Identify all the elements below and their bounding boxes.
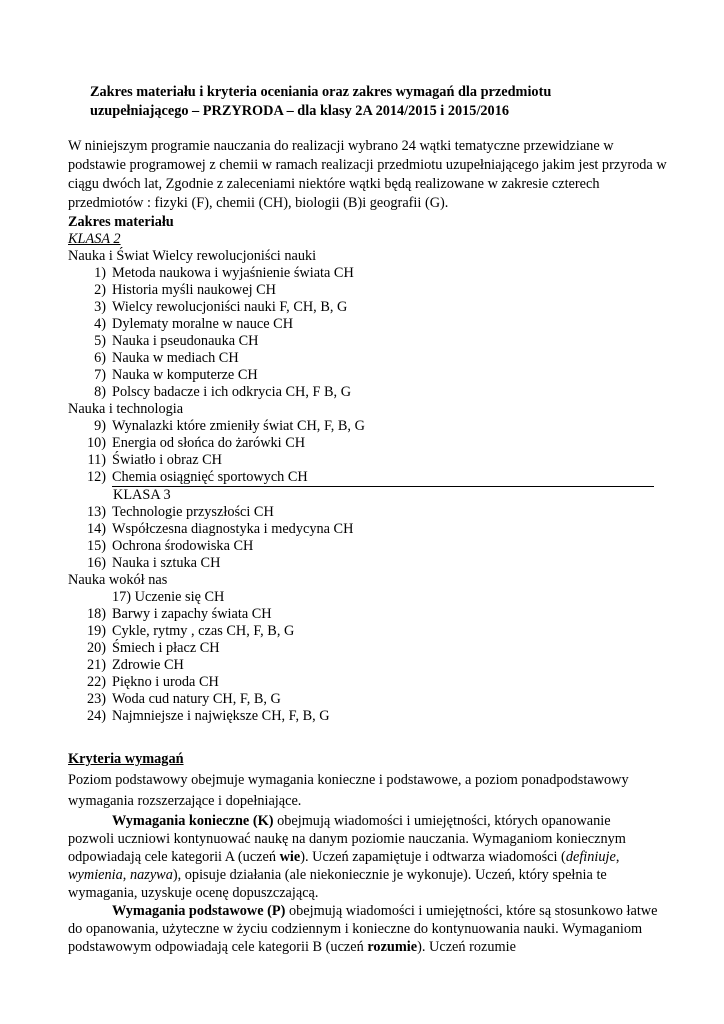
item-text: Dylematy moralne w nauce CH xyxy=(112,316,294,332)
item-text: Nauka w mediach CH xyxy=(112,350,239,366)
k-label: Wymagania konieczne (K) xyxy=(112,813,274,829)
item-number: 7) xyxy=(94,367,106,383)
list-item xyxy=(68,606,668,623)
list-item xyxy=(68,538,668,555)
item-text: Energia od słońca do żarówki CH xyxy=(112,435,306,451)
item-number: 13) xyxy=(86,504,106,520)
group-heading: Nauka i technologia xyxy=(68,401,184,417)
list-item xyxy=(68,452,668,469)
criteria-section xyxy=(68,750,658,956)
list-item xyxy=(68,555,668,572)
material-heading: Zakres materiału xyxy=(68,214,174,230)
list-item xyxy=(68,350,668,367)
item-text: Piękno i uroda CH xyxy=(112,674,219,690)
k-comma: , xyxy=(615,849,620,865)
item-text: 17) Uczenie się CH xyxy=(112,589,225,605)
item-text: Ochrona środowiska CH xyxy=(112,538,254,554)
item-number: 22) xyxy=(86,674,106,690)
item-number: 14) xyxy=(86,521,106,537)
p-text-2: ). Uczeń rozumie xyxy=(417,939,516,955)
item-text: Światło i obraz CH xyxy=(112,452,222,468)
list-item xyxy=(68,691,668,708)
item-text: Chemia osiągnięć sportowych CH xyxy=(112,469,308,485)
k-comma-2: , xyxy=(122,867,130,883)
k-wymienia: wymienia xyxy=(68,867,123,883)
item-text: Zdrowie CH xyxy=(112,657,184,673)
item-text: Polscy badacze i ich odkrycia CH, F B, G xyxy=(112,384,352,400)
k-definiuje: definiuje xyxy=(565,849,616,865)
item-text: Historia myśli naukowej CH xyxy=(112,282,277,298)
item-number: 23) xyxy=(86,691,106,707)
list-item xyxy=(68,299,668,316)
group-heading: Nauka wokół nas xyxy=(68,572,168,588)
item-text: Wielcy rewolucjoniści nauki F, CH, B, G xyxy=(112,299,348,315)
item-number: 19) xyxy=(86,623,106,639)
list-item xyxy=(68,623,668,640)
criteria-intro: Poziom podstawowy obejmuje wymagania konieczne i podstawowe, a poziom ponadpodstawowy wymagania rozszerzające i dopełniające. xyxy=(68,772,629,809)
item-number: 16) xyxy=(86,555,106,571)
material-section xyxy=(68,214,668,725)
p-label: Wymagania podstawowe (P) xyxy=(112,903,286,919)
item-number: 20) xyxy=(86,640,106,656)
list-item xyxy=(68,282,668,299)
intro-paragraph: W niniejszym programie nauczania do realizacji wybrano 24 wątki tematyczne przewidziane w podstawie programowej z chemii w ramach realizacji przedmiotu uzupełniającego jakim jest przyroda w ciągu dwóch lat, Zgodnie z zaleceniami niektóre wątki będą realizowane w zakresie czterech przedmiotów : fizyki (F), chemii (CH), biologii (B)i geografii (G). xyxy=(68,138,667,211)
list-item xyxy=(68,708,668,725)
item-text: Wynalazki które zmieniły świat CH, F, B, G xyxy=(112,418,365,434)
item-text: Barwy i zapachy świata CH xyxy=(112,606,272,622)
item-number: 2) xyxy=(94,282,106,298)
list-item xyxy=(68,640,668,657)
k-wie: wie xyxy=(279,849,301,865)
list-item xyxy=(68,674,668,691)
item-text: Najmniejsze i największe CH, F, B, G xyxy=(112,708,330,724)
item-number: 18) xyxy=(86,606,106,622)
list-item xyxy=(68,435,668,452)
k-text-3: ), opisuje działania (ale niekoniecznie je wykonuje). Uczeń, który spełnia te wymagania, uzyskuje ocenę dopuszczającą. xyxy=(68,867,607,901)
item-text: Współczesna diagnostyka i medycyna CH xyxy=(112,521,354,537)
item-number: 10) xyxy=(86,435,106,451)
list-item xyxy=(68,265,668,282)
list-item xyxy=(68,367,668,384)
item-text: Śmiech i płacz CH xyxy=(112,640,220,656)
item-number: 4) xyxy=(94,316,106,332)
list-item xyxy=(68,333,668,350)
k-text-2: ). Uczeń zapamiętuje i odtwarza wiadomości ( xyxy=(300,849,566,865)
list-item xyxy=(68,469,668,486)
item-number: 9) xyxy=(94,418,106,434)
list-item xyxy=(68,316,668,333)
item-number: 6) xyxy=(94,350,106,366)
item-number: 12) xyxy=(86,469,106,485)
item-text: Cykle, rytmy , czas CH, F, B, G xyxy=(112,623,295,639)
item-text: Nauka w komputerze CH xyxy=(112,367,258,383)
item-text: Nauka i sztuka CH xyxy=(112,555,221,571)
document-title: Zakres materiału i kryteria oceniania oraz zakres wymagań dla przedmiotu uzupełniającego – PRZYRODA – dla klasy 2A 2014/2015 i 2015/2016 xyxy=(90,84,552,119)
group-heading: Nauka i Świat Wielcy rewolucjoniści nauki xyxy=(68,248,317,264)
k-nazywa: nazywa xyxy=(129,867,173,883)
item-number: 5) xyxy=(94,333,106,349)
item-number: 21) xyxy=(86,657,106,673)
requirements-p-paragraph xyxy=(68,902,658,956)
klasa2-label: KLASA 2 xyxy=(68,231,121,247)
criteria-heading: Kryteria wymagań xyxy=(68,751,184,767)
item-number: 24) xyxy=(86,708,106,724)
list-item xyxy=(68,589,668,606)
p-text-1: obejmują wiadomości i umiejętności, które są stosunkowo łatwe do opanowania, użyteczne w życiu codziennym i konieczne do kontynuowania nauki. Wymaganiom podstawowym odpowiadają cele kategorii B (uczeń xyxy=(68,903,658,955)
k-text-1: obejmują wiadomości i umiejętności, których opanowanie pozwoli uczniowi kontynuować naukę na danym poziomie nauczania. Wymaganiom koniecznym odpowiadają cele kategorii A (uczeń xyxy=(68,813,626,865)
list-item xyxy=(68,384,668,401)
item-text: Nauka i pseudonauka CH xyxy=(112,333,259,349)
item-number: 1) xyxy=(94,265,106,281)
list-item xyxy=(68,504,668,521)
item-number: 15) xyxy=(86,538,106,554)
p-rozumie: rozumie xyxy=(367,939,418,955)
klasa3-label: KLASA 3 xyxy=(113,487,171,503)
item-number xyxy=(68,589,112,606)
list-item xyxy=(68,657,668,674)
item-number: 8) xyxy=(94,384,106,400)
item-text: Metoda naukowa i wyjaśnienie świata CH xyxy=(112,265,354,281)
list-item xyxy=(68,521,668,538)
item-number: 3) xyxy=(94,299,106,315)
item-text: Woda cud natury CH, F, B, G xyxy=(112,691,281,707)
item-text: Technologie przyszłości CH xyxy=(112,504,274,520)
requirements-k-paragraph xyxy=(68,812,658,902)
list-item xyxy=(68,418,668,435)
item-number: 11) xyxy=(87,452,106,468)
